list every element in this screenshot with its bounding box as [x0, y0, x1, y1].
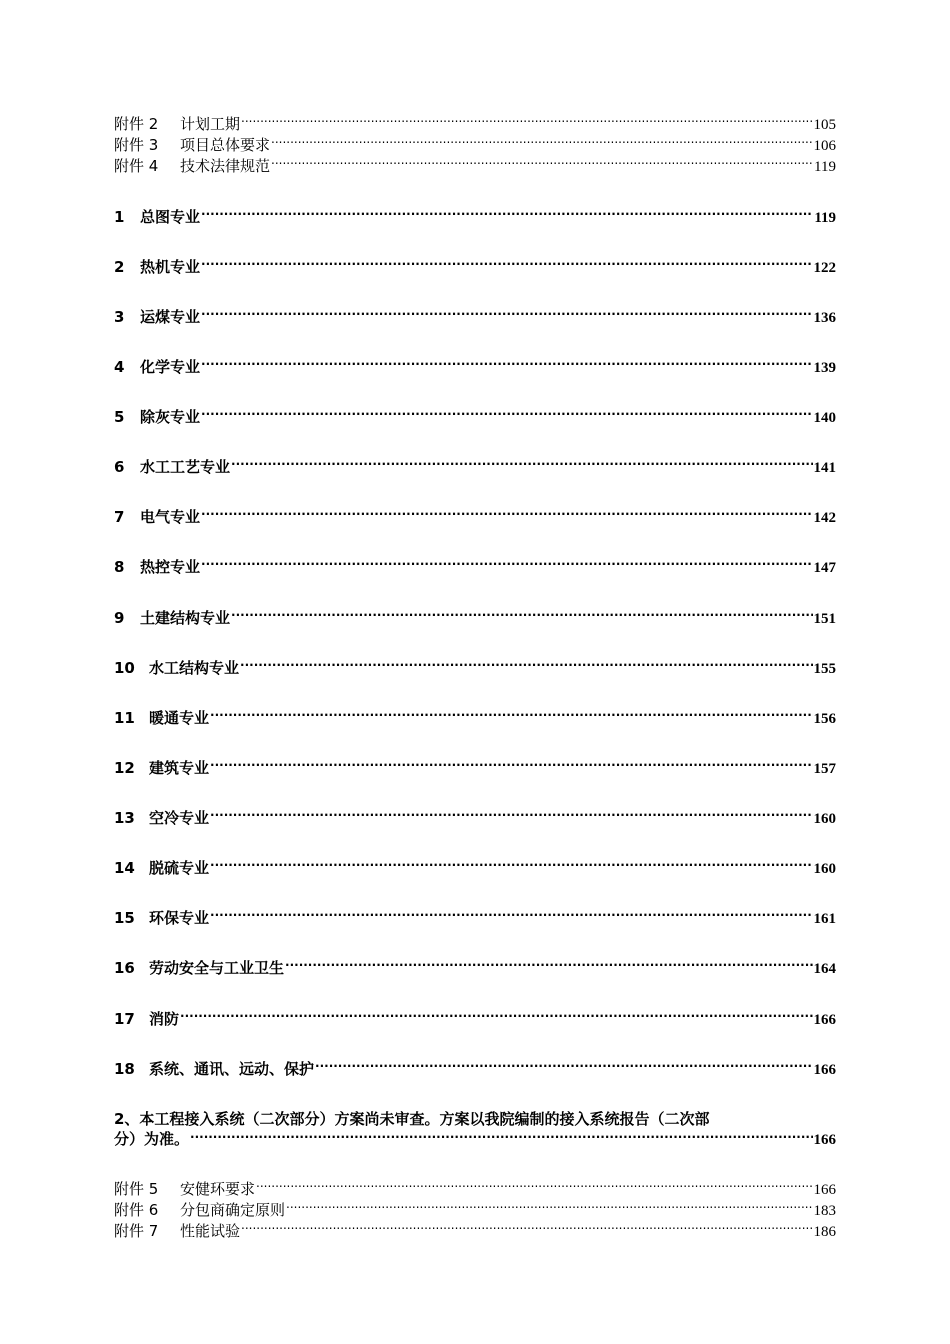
section-title: 总图专业	[140, 208, 201, 226]
dot-leader	[201, 207, 813, 222]
page-number: 142	[813, 510, 836, 526]
page-number: 166	[813, 1132, 836, 1148]
dot-leader	[210, 808, 812, 823]
page-number: 136	[813, 310, 836, 326]
section-title: 热控专业	[140, 558, 201, 576]
dot-leader	[256, 1179, 812, 1194]
section-title: 建筑专业	[149, 759, 210, 777]
section-title: 除灰专业	[140, 408, 201, 426]
page-number: 151	[813, 611, 836, 627]
toc-entry-section-3[interactable]	[114, 306, 836, 328]
dot-leader	[271, 135, 812, 150]
section-title: 化学专业	[140, 358, 201, 376]
dot-leader	[190, 1129, 812, 1144]
dot-leader	[210, 858, 812, 873]
appendix-label: 附件 7	[114, 1222, 159, 1240]
toc-entry-section-14[interactable]	[114, 857, 836, 879]
dot-leader	[231, 457, 812, 472]
section-title: 劳动安全与工业卫生	[149, 959, 285, 977]
section-number: 17	[114, 1010, 135, 1028]
section-number: 5	[114, 408, 125, 426]
appendix-label: 附件 4	[114, 157, 159, 175]
section-title: 空冷专业	[149, 809, 210, 827]
dot-leader	[201, 357, 812, 372]
section-number: 1	[114, 208, 125, 226]
toc-entry-section-8[interactable]	[114, 556, 836, 578]
dot-leader	[315, 1059, 812, 1074]
section-number: 2	[114, 258, 125, 276]
appendix-title: 性能试验	[180, 1222, 241, 1240]
appendix-label: 附件 2	[114, 115, 159, 133]
dot-leader	[180, 1009, 812, 1024]
page-number: 186	[813, 1224, 836, 1240]
section-number: 11	[114, 709, 135, 727]
wrapped-entry-line2: 分）为准。	[114, 1130, 190, 1148]
toc-entry-section-11[interactable]	[114, 707, 836, 729]
toc-entry-appendix-7[interactable]	[114, 1221, 836, 1242]
toc-entry-section-2[interactable]	[114, 256, 836, 278]
section-number: 14	[114, 859, 135, 877]
section-title: 电气专业	[140, 508, 201, 526]
wrapped-entry-line2-row	[114, 1129, 836, 1149]
section-number: 4	[114, 358, 125, 376]
appendix-title: 安健环要求	[180, 1180, 256, 1198]
dot-leader	[210, 758, 812, 773]
page-number: 166	[813, 1062, 836, 1078]
page-number: 161	[813, 911, 836, 927]
dot-leader	[285, 958, 812, 973]
section-title: 水工结构专业	[149, 659, 240, 677]
toc-entry-section-4[interactable]	[114, 356, 836, 378]
dot-leader	[201, 407, 812, 422]
section-number: 9	[114, 609, 125, 627]
wrapped-entry-line1: 2、本工程接入系统（二次部分）方案尚未审查。方案以我院编制的接入系统报告（二次部	[114, 1110, 710, 1128]
dot-leader	[271, 156, 813, 171]
appendix-label: 附件 3	[114, 136, 159, 154]
appendix-label: 附件 5	[114, 1180, 159, 1198]
dot-leader	[210, 708, 812, 723]
toc-entry-section-13[interactable]	[114, 807, 836, 829]
toc-entry-section-7[interactable]	[114, 506, 836, 528]
toc-entry-section-10[interactable]	[114, 657, 836, 679]
section-number: 15	[114, 909, 135, 927]
toc-entry-section-1[interactable]	[114, 206, 836, 228]
toc-entry-section-9[interactable]	[114, 607, 836, 629]
section-title: 暖通专业	[149, 709, 210, 727]
section-number: 6	[114, 458, 125, 476]
page-number: 183	[813, 1203, 836, 1219]
section-number: 13	[114, 809, 135, 827]
dot-leader	[201, 257, 812, 272]
section-title: 运煤专业	[140, 308, 201, 326]
page-number: 119	[814, 210, 836, 226]
appendix-title: 分包商确定原则	[180, 1201, 286, 1219]
section-title: 热机专业	[140, 258, 201, 276]
toc-entry-wrapped[interactable]	[114, 1109, 836, 1149]
toc-entry-appendix-6[interactable]	[114, 1200, 836, 1221]
section-title: 脱硫专业	[149, 859, 210, 877]
dot-leader	[201, 507, 812, 522]
page-number: 122	[813, 260, 836, 276]
section-number: 7	[114, 508, 125, 526]
section-title: 环保专业	[149, 909, 210, 927]
page-number: 147	[813, 560, 836, 576]
dot-leader	[201, 557, 812, 572]
page-number: 156	[813, 711, 836, 727]
section-number: 16	[114, 959, 135, 977]
section-title: 系统、通讯、远动、保护	[149, 1060, 315, 1078]
page-number: 160	[813, 861, 836, 877]
appendix-title: 技术法律规范	[180, 157, 271, 175]
page-number: 157	[813, 761, 836, 777]
toc-entry-section-16[interactable]	[114, 957, 836, 979]
toc-entry-appendix-5[interactable]	[114, 1179, 836, 1200]
page-number: 140	[813, 410, 836, 426]
dot-leader	[210, 908, 812, 923]
toc-entry-section-12[interactable]	[114, 757, 836, 779]
page-number: 105	[813, 117, 836, 133]
page-number: 141	[813, 460, 836, 476]
appendix-label: 附件 6	[114, 1201, 159, 1219]
dot-leader	[286, 1200, 812, 1215]
page-number: 160	[813, 811, 836, 827]
toc-entry-appendix-4[interactable]	[114, 156, 836, 177]
toc-entry-appendix-3[interactable]	[114, 135, 836, 156]
page-number: 155	[813, 661, 836, 677]
appendix-title: 计划工期	[180, 115, 241, 133]
dot-leader	[240, 658, 812, 673]
page-number: 119	[814, 159, 836, 175]
page-number: 164	[813, 961, 836, 977]
section-title: 水工工艺专业	[140, 458, 231, 476]
section-number: 8	[114, 558, 125, 576]
appendix-title: 项目总体要求	[180, 136, 271, 154]
page-number: 139	[813, 360, 836, 376]
section-number: 10	[114, 659, 135, 677]
section-number: 18	[114, 1060, 135, 1078]
toc-entry-section-18[interactable]	[114, 1058, 836, 1080]
dot-leader	[201, 307, 812, 322]
toc-entry-appendix-2[interactable]	[114, 114, 836, 135]
toc-entry-section-17[interactable]	[114, 1008, 836, 1030]
toc-entry-section-6[interactable]	[114, 456, 836, 478]
dot-leader	[241, 1221, 812, 1236]
section-title: 消防	[149, 1010, 180, 1028]
section-title: 土建结构专业	[140, 609, 231, 627]
toc-entry-section-15[interactable]	[114, 907, 836, 929]
dot-leader	[241, 114, 812, 129]
page-number: 166	[813, 1182, 836, 1198]
dot-leader	[231, 608, 812, 623]
section-number: 12	[114, 759, 135, 777]
toc-entry-section-5[interactable]	[114, 406, 836, 428]
section-number: 3	[114, 308, 125, 326]
page-number: 166	[813, 1012, 836, 1028]
page-number: 106	[813, 138, 836, 154]
